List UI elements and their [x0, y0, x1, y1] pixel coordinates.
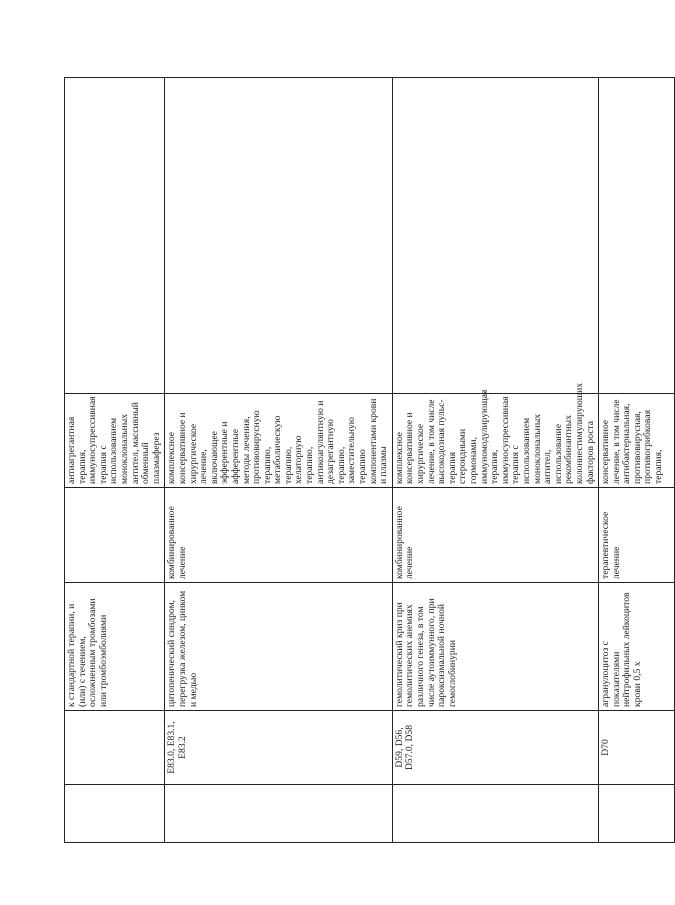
code-cell: E83.0, E83.1, E83.2: [165, 711, 392, 785]
empty-cell: [599, 785, 675, 843]
treatment-type-cell: комбинированное лечение: [165, 488, 392, 583]
disease-cell: гемолитический криз при гемолитических анемиях различного генеза, в том числе аутоиммунного, при пароксизмальной ночной гемоглобинурии: [392, 583, 598, 711]
empty-cell: [65, 78, 165, 394]
empty-cell: [392, 78, 598, 394]
table-row: [165, 78, 392, 843]
code-cell: D70: [599, 711, 675, 785]
empty-cell: [392, 785, 598, 843]
method-cell: консервативное лечение, в том числе антибактериальная, противовирусная, противогрибковая терапия,: [599, 394, 675, 488]
treatment-type-cell: терапевтическое лечение: [599, 488, 675, 583]
disease-cell: агранулоцитоз с показателями нейтрофильных лейкоцитов крови 0,5 х: [599, 583, 675, 711]
table-row: [392, 78, 598, 843]
treatment-type-cell: комбинированное лечение: [392, 488, 598, 583]
method-cell: комплексное консервативное и хирургическое лечение, в том числе высокодозная пульс-терапия стероидными гормонами, иммуномодулирующая терапия, иммуносупрессивная терапия с использованием моноклональных антител, использование рекомбинантных колониестимулирующих факторов роста: [392, 394, 598, 488]
treatment-table: [64, 77, 675, 843]
empty-cell: [65, 785, 165, 843]
empty-cell: [165, 785, 392, 843]
table-row: [65, 78, 165, 843]
method-cell: антиагрегантная терапия, иммуносупрессивная терапия с использованием моноклональных антител, массивный обменный плазмаферез: [65, 394, 165, 488]
empty-cell: [165, 78, 392, 394]
method-cell: комплексное консервативное и хирургическое лечение, включающее эфферентные и афферентные методы лечения, противовирусную терапию, метаболическую терапию, хелаторную терапию, антикоагулянтную и дезагрегантную терапию, заместительную терапию компонентами крови и плазмы: [165, 394, 392, 488]
disease-cell: цитопенический синдром, перегрузка железом, цинком и медью: [165, 583, 392, 711]
disease-cell: к стандартной терапии, и (или) с течением, осложненным тромбозами или тромбоэмболиями: [65, 583, 165, 711]
code-cell: D59, D56, D57.0, D58: [392, 711, 598, 785]
code-cell: [65, 711, 165, 785]
treatment-type-cell: [65, 488, 165, 583]
table-row: [599, 78, 675, 843]
empty-cell: [599, 78, 675, 394]
rotated-table-page: [64, 78, 665, 843]
